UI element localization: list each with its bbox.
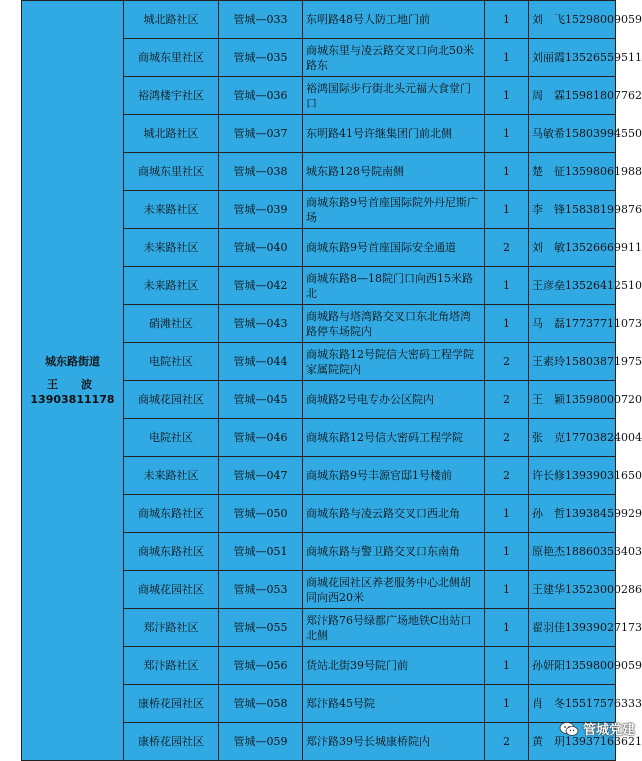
location-cell: 东明路41号许继集团门前北侧 (303, 115, 485, 153)
community-cell: 商城花园社区 (124, 571, 219, 609)
contact-cell: 王彦垒13526412510 (529, 267, 616, 305)
count-cell: 1 (485, 495, 529, 533)
location-cell: 郑汴路39号长城康桥院内 (303, 723, 485, 761)
contact-cell: 刘 飞15298009059 (529, 1, 616, 39)
contact-cell: 刘 敏13526669911 (529, 229, 616, 267)
count-cell: 1 (485, 39, 529, 77)
count-cell: 1 (485, 77, 529, 115)
code-cell: 管城—043 (219, 305, 303, 343)
community-cell: 电院社区 (124, 419, 219, 457)
count-cell: 1 (485, 1, 529, 39)
location-cell: 商城东路12号信大密码工程学院 (303, 419, 485, 457)
community-cell: 商城东里社区 (124, 153, 219, 191)
location-cell: 商城东路与凌云路交叉口西北角 (303, 495, 485, 533)
location-cell: 东明路48号人防工地门前 (303, 1, 485, 39)
code-cell: 管城—037 (219, 115, 303, 153)
count-cell: 2 (485, 381, 529, 419)
location-cell: 商城东路12号院信大密码工程学院家属院院内 (303, 343, 485, 381)
leader-name: 王 波 (47, 378, 98, 391)
contact-cell: 肖 冬15517576333 (529, 685, 616, 723)
count-cell: 1 (485, 115, 529, 153)
count-cell: 1 (485, 647, 529, 685)
contact-cell: 翟羽佳13939027173 (529, 609, 616, 647)
community-cell: 郑汴路社区 (124, 609, 219, 647)
contact-cell: 王 颖13598000720 (529, 381, 616, 419)
contact-cell: 刘丽霞13526559511 (529, 39, 616, 77)
count-cell: 2 (485, 229, 529, 267)
community-cell: 城北路社区 (124, 1, 219, 39)
community-cell: 商城花园社区 (124, 381, 219, 419)
count-cell: 1 (485, 267, 529, 305)
table-row (22, 1, 616, 39)
contact-cell: 孙妍阳13598009059 (529, 647, 616, 685)
community-cell: 未来路社区 (124, 457, 219, 495)
leader-phone: 13903811178 (30, 393, 115, 406)
community-cell: 康桥花园社区 (124, 685, 219, 723)
location-cell: 郑汴路45号院 (303, 685, 485, 723)
count-cell: 1 (485, 609, 529, 647)
contact-cell: 周 霖15981807762 (529, 77, 616, 115)
community-cell: 商城东里社区 (124, 39, 219, 77)
table-body (22, 1, 642, 761)
location-cell: 商城花园社区养老服务中心北侧胡同向西20米 (303, 571, 485, 609)
count-cell: 1 (485, 685, 529, 723)
location-cell: 商城路2号电专办公区院内 (303, 381, 485, 419)
code-cell: 管城—044 (219, 343, 303, 381)
location-table (21, 0, 642, 761)
community-cell: 未来路社区 (124, 229, 219, 267)
count-cell: 1 (485, 533, 529, 571)
code-cell: 管城—051 (219, 533, 303, 571)
street-name: 城东路街道 (45, 355, 100, 368)
location-cell: 商城东路与警卫路交叉口东南角 (303, 533, 485, 571)
community-cell: 未来路社区 (124, 267, 219, 305)
community-cell: 康桥花园社区 (124, 723, 219, 761)
location-cell: 商城路与塔湾路交叉口东北角塔湾路停车场院内 (303, 305, 485, 343)
contact-cell: 王素玲15803871975 (529, 343, 616, 381)
count-cell: 1 (485, 191, 529, 229)
code-cell: 管城—056 (219, 647, 303, 685)
wechat-icon (559, 721, 579, 737)
location-cell: 商城东路9号丰源官邸1号楼前 (303, 457, 485, 495)
location-cell: 商城东里与凌云路交叉口向北50米路东 (303, 39, 485, 77)
code-cell: 管城—045 (219, 381, 303, 419)
community-cell: 城北路社区 (124, 115, 219, 153)
count-cell: 2 (485, 419, 529, 457)
code-cell: 管城—036 (219, 77, 303, 115)
watermark-text: 管城党建 (582, 723, 635, 738)
location-cell: 商城东路9号首座国际院外丹尼斯广场 (303, 191, 485, 229)
location-cell: 裕鸿国际步行街北头元福大食堂门口 (303, 77, 485, 115)
contact-cell: 孙 哲13938459929 (529, 495, 616, 533)
count-cell: 2 (485, 457, 529, 495)
contact-cell: 许长修13939031650 (529, 457, 616, 495)
code-cell: 管城—046 (219, 419, 303, 457)
contact-cell: 张 克17703824004 (529, 419, 616, 457)
community-cell: 未来路社区 (124, 191, 219, 229)
count-cell: 2 (485, 723, 529, 761)
count-cell: 1 (485, 153, 529, 191)
code-cell: 管城—033 (219, 1, 303, 39)
contact-cell: 楚 征13598061988 (529, 153, 616, 191)
contact-cell: 李 锋15838199876 (529, 191, 616, 229)
code-cell: 管城—035 (219, 39, 303, 77)
code-cell: 管城—039 (219, 191, 303, 229)
contact-cell: 王建华13523000286 (529, 571, 616, 609)
contact-cell: 原艳杰18860353403 (529, 533, 616, 571)
location-cell: 郑汴路76号绿都广场地铁C出站口北侧 (303, 609, 485, 647)
contact-cell: 黄 玥13937163621 (529, 723, 616, 761)
code-cell: 管城—059 (219, 723, 303, 761)
code-cell: 管城—042 (219, 267, 303, 305)
community-cell: 商城东路社区 (124, 533, 219, 571)
location-cell: 城东路128号院南侧 (303, 153, 485, 191)
community-cell: 郑汴路社区 (124, 647, 219, 685)
contact-cell: 马 磊17737711073 (529, 305, 616, 343)
count-cell: 1 (485, 305, 529, 343)
code-cell: 管城—038 (219, 153, 303, 191)
code-cell: 管城—055 (219, 609, 303, 647)
community-cell: 硝滩社区 (124, 305, 219, 343)
count-cell: 1 (485, 571, 529, 609)
location-cell: 商城东路9号首座国际安全通道 (303, 229, 485, 267)
code-cell: 管城—050 (219, 495, 303, 533)
location-cell: 货站北街39号院门前 (303, 647, 485, 685)
code-cell: 管城—053 (219, 571, 303, 609)
street-cell (22, 1, 124, 761)
code-cell: 管城—058 (219, 685, 303, 723)
community-cell: 电院社区 (124, 343, 219, 381)
community-cell: 裕鸿楼宇社区 (124, 77, 219, 115)
community-cell: 商城东路社区 (124, 495, 219, 533)
contact-cell: 马敏希15803994550 (529, 115, 616, 153)
watermark (559, 719, 635, 738)
count-cell: 2 (485, 343, 529, 381)
code-cell: 管城—040 (219, 229, 303, 267)
location-cell: 商城东路8—18院门口向西15米路北 (303, 267, 485, 305)
code-cell: 管城—047 (219, 457, 303, 495)
